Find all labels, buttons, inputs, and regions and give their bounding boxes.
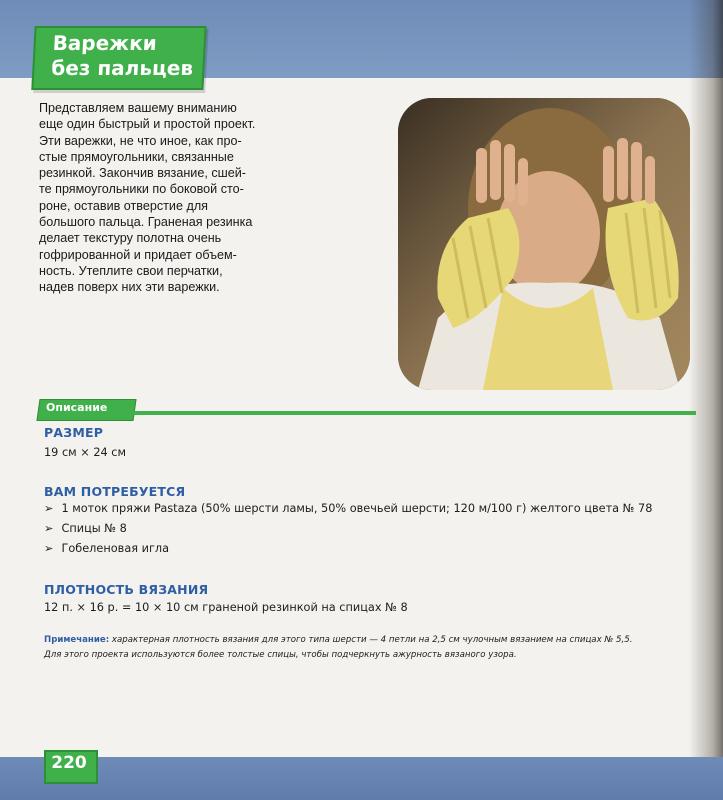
section-label: Описание [46,401,108,414]
title-line-1: Варежки [52,31,158,55]
materials-item: ➢ Спицы № 8 [44,522,127,535]
intro-line: надев поверх них эти варежки. [39,280,220,295]
page-edge-shadow [689,0,723,800]
intro-paragraph [39,100,297,296]
note-line-1: характерная плотность вязания для этого типа шерсти — 4 петли на 2,5 см чулочным вязанием на спицах № 5,5. [111,635,633,645]
bottom-color-band [0,757,723,800]
arrow-bullet-icon: ➢ [44,522,54,535]
photo-illustration [398,98,690,390]
intro-line: стые прямоугольники, связанные [39,149,234,164]
intro-line: ность. Утеплите свои перчатки, [39,263,223,278]
photo-girl-wearing-fingerless-mittens [398,98,690,390]
arrow-bullet-icon: ➢ [44,542,54,555]
materials-item: ➢ Гобеленовая игла [44,542,170,555]
intro-line: делает текстуру полотна очень [39,231,222,246]
intro-line: те прямоугольники по боковой сто- [39,182,244,197]
materials-item: ➢ 1 моток пряжи Pastaza (50% шерсти ламы, 50% овечьей шерсти; 120 м/100 г) желтого цвета № 78 [44,502,653,515]
intro-line: еще один быстрый и простой проект. [39,117,256,132]
gauge-heading: ПЛОТНОСТЬ ВЯЗАНИЯ [44,582,209,597]
intro-line: Представляем вашему вниманию [39,101,237,115]
intro-line: большого пальца. Граненая резинка [39,215,253,230]
arrow-bullet-icon: ➢ [44,502,54,515]
size-heading: РАЗМЕР [44,425,104,440]
note [44,633,664,663]
section-divider [128,411,696,415]
intro-line: Эти варежки, не что иное, как про- [39,133,242,148]
materials-heading: ВАМ ПОТРЕБУЕТСЯ [44,484,186,499]
note-label: Примечание: [44,635,110,645]
intro-line: гофрированной и придает объем- [39,247,237,262]
gauge-value: 12 п. × 16 р. = 10 × 10 см граненой резинкой на спицах № 8 [44,601,408,614]
intro-line: роне, оставив отверстие для [39,198,208,213]
page-title [51,31,204,81]
page-number: 220 [51,753,87,773]
intro-line: резинкой. Закончив вязание, сшей- [39,166,246,181]
note-line-2: Для этого проекта используются более толстые спицы, чтобы подчеркнуть ажурность вязаного узора. [44,650,517,660]
size-value: 19 см × 24 см [44,446,127,459]
title-line-2: без пальцев [50,56,194,80]
